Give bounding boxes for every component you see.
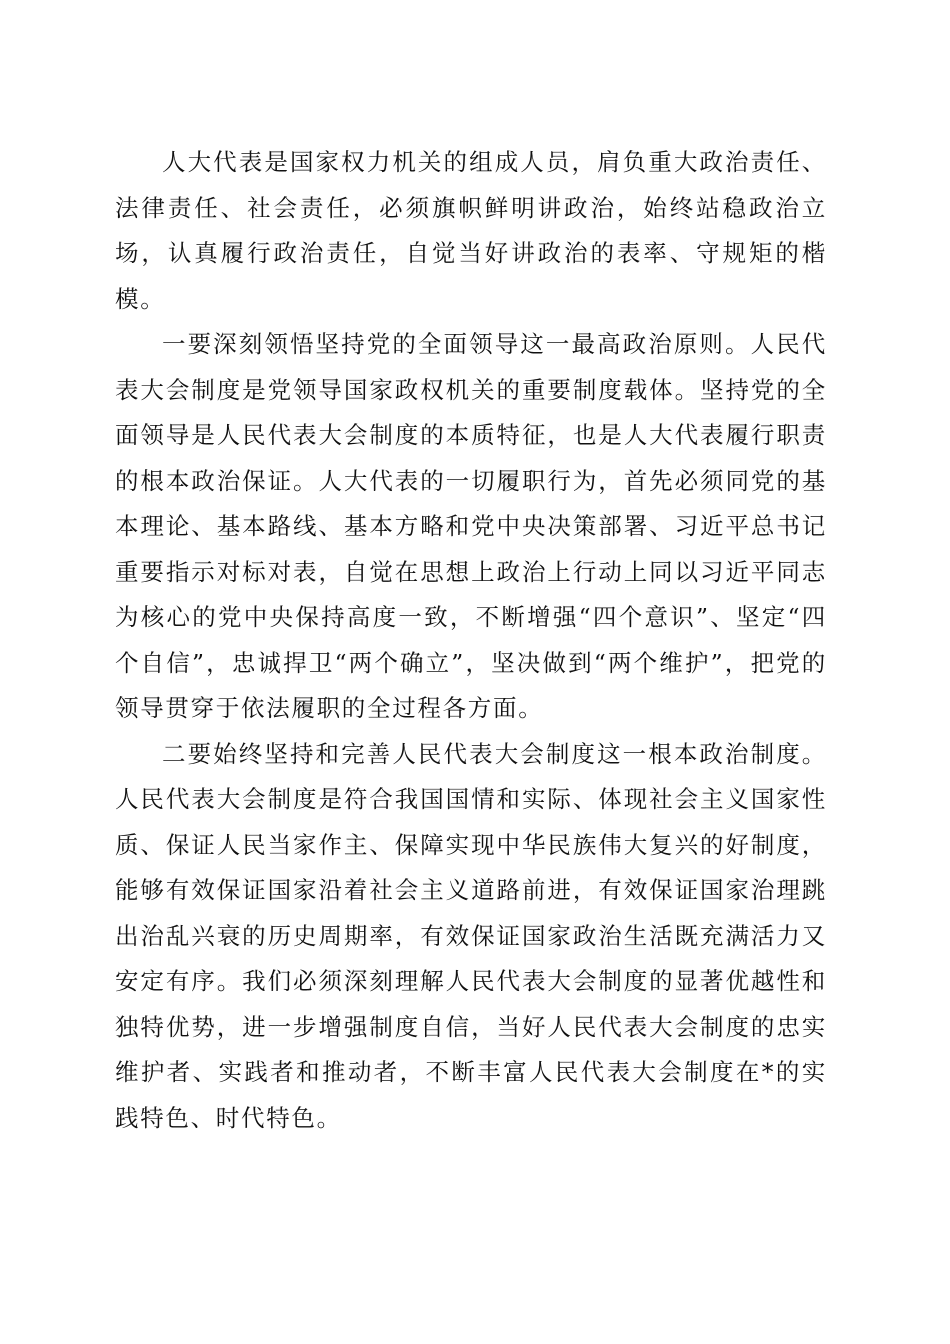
paragraph-intro: 人大代表是国家权力机关的组成人员，肩负重大政治责任、法律责任、社会责任，必须旗帜鲜明讲政治，始终站稳政治立场，认真履行政治责任，自觉当好讲政治的表率、守规矩的楷模。 (115, 148, 827, 313)
document-body (115, 140, 827, 1141)
paragraph-point-two: 二要始终坚持和完善人民代表大会制度这一根本政治制度。人民代表大会制度是符合我国国情和实际、体现社会主义国家性质、保证人民当家作主、保障实现中华民族伟大复兴的好制度，能够有效保证国家沿着社会主义道路前进，有效保证国家治理跳出治乱兴衰的历史周期率，有效保证国家政治生活既充满活力又安定有序。我们必须深刻理解人民代表大会制度的显著优越性和独特优势，进一步增强制度自信，当好人民代表大会制度的忠实维护者、实践者和推动者，不断丰富人民代表大会制度在*的实践特色、时代特色。 (115, 739, 827, 1132)
paragraph-point-one: 一要深刻领悟坚持党的全面领导这一最高政治原则。人民代表大会制度是党领导国家政权机关的重要制度载体。坚持党的全面领导是人民代表大会制度的本质特征，也是人大代表履行职责的根本政治保证。人大代表的一切履职行为，首先必须同党的基本理论、基本路线、基本方略和党中央决策部署、习近平总书记重要指示对标对表，自觉在思想上政治上行动上同以习近平同志为核心的党中央保持高度一致，不断增强“四个意识”、坚定“四个自信”，忠诚捍卫“两个确立”，坚决做到“两个维护”，把党的领导贯穿于依法履职的全过程各方面。 (115, 330, 827, 722)
